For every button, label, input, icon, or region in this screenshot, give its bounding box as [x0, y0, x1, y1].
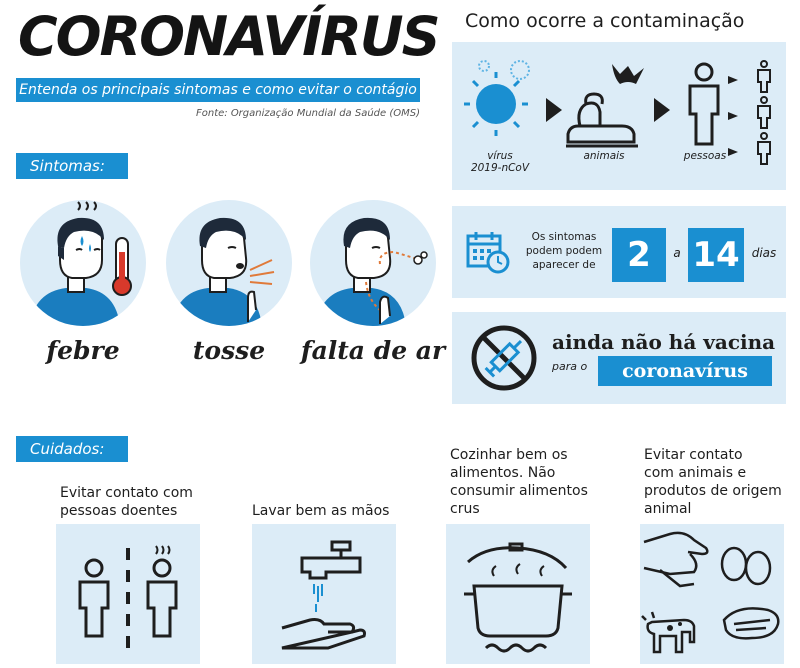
care-item-4-text: [644, 446, 794, 518]
person-icon: [684, 62, 724, 146]
care-item-3-text: [450, 446, 620, 518]
cough-icon: [166, 200, 292, 326]
care-item-1-panel: [56, 524, 200, 664]
virus-label-line-2: 2019-nCoV: [470, 162, 530, 174]
care-item-4-line-4: animal: [644, 501, 692, 517]
virus-label: [458, 150, 542, 174]
vaccine-panel: [452, 312, 786, 404]
care-item-2-line-1: Lavar bem as mãos: [252, 503, 390, 519]
fever-icon: [20, 200, 146, 326]
care-item-3-panel: [446, 524, 590, 664]
incubation-connector: a: [673, 246, 681, 260]
care-item-3-line-3: consumir alimentos: [450, 483, 588, 499]
symptom-cough-label: tosse: [192, 336, 266, 365]
incubation-text: [522, 230, 606, 272]
cooking-pot-icon: [446, 524, 590, 664]
care-item-3-line-4: crus: [450, 501, 480, 517]
virus-label-line-1: vírus: [487, 150, 513, 162]
care-item-1-line-1: Evitar contato com: [60, 485, 193, 501]
care-item-3-line-1: Cozinhar bem os: [450, 447, 568, 463]
animals-label: animais: [583, 150, 625, 162]
incubation-text-line-1: Os sintomas: [531, 231, 597, 243]
care-item-4-line-2: com animais e: [644, 465, 747, 481]
animals-icon: [562, 54, 646, 150]
symptoms-tag: Sintomas:: [16, 153, 128, 179]
avoid-sick-people-icon: [56, 524, 200, 664]
vaccine-highlight: coronavírus: [598, 356, 772, 386]
care-item-4-line-3: produtos de origem: [644, 483, 782, 499]
incubation-min-days: 2: [612, 228, 666, 282]
symptom-fever-label: febre: [46, 336, 120, 365]
care-item-2-text: [252, 502, 412, 520]
no-vaccine-icon: [470, 324, 538, 392]
calendar-clock-icon: [466, 230, 510, 274]
subtitle-banner: Entenda os principais sintomas e como evitar o contágio: [16, 78, 420, 102]
care-item-1-line-2: pessoas doentes: [60, 503, 178, 519]
vaccine-prefix: para o: [552, 360, 588, 373]
hand-washing-icon: [252, 524, 396, 664]
breath-illustration: [310, 200, 436, 326]
incubation-text-line-3: aparecer de: [532, 259, 596, 271]
care-item-1-text: [60, 484, 220, 520]
arrow-right-icon: [546, 98, 562, 122]
care-item-2-panel: [252, 524, 396, 664]
symptom-breath-label: falta de ar: [300, 336, 446, 365]
fever-illustration: [20, 200, 146, 326]
virus-icon: [462, 56, 534, 140]
care-tag: Cuidados:: [16, 436, 128, 462]
care-item-4-line-1: Evitar contato: [644, 447, 743, 463]
animal-products-icon: [640, 524, 784, 664]
contamination-panel: [452, 42, 786, 190]
vaccine-headline: ainda não há vacina: [552, 330, 776, 354]
care-item-4-panel: [640, 524, 784, 664]
incubation-unit: dias: [751, 246, 777, 260]
shortness-of-breath-icon: [310, 200, 436, 326]
incubation-max-days: 14: [688, 228, 744, 282]
care-item-3-line-2: alimentos. Não: [450, 465, 556, 481]
incubation-text-line-2: podem podem: [525, 245, 603, 257]
page-title: CORONAVÍRUS: [18, 5, 439, 68]
incubation-panel: [452, 206, 786, 298]
cough-illustration: [166, 200, 292, 326]
people-spread-icon: [724, 60, 782, 168]
contamination-title: Como ocorre a contaminação: [465, 10, 745, 32]
people-label: pessoas: [683, 150, 727, 162]
source-note: Fonte: Organização Mundial da Saúde (OMS): [195, 108, 420, 119]
arrow-right-icon: [654, 98, 670, 122]
